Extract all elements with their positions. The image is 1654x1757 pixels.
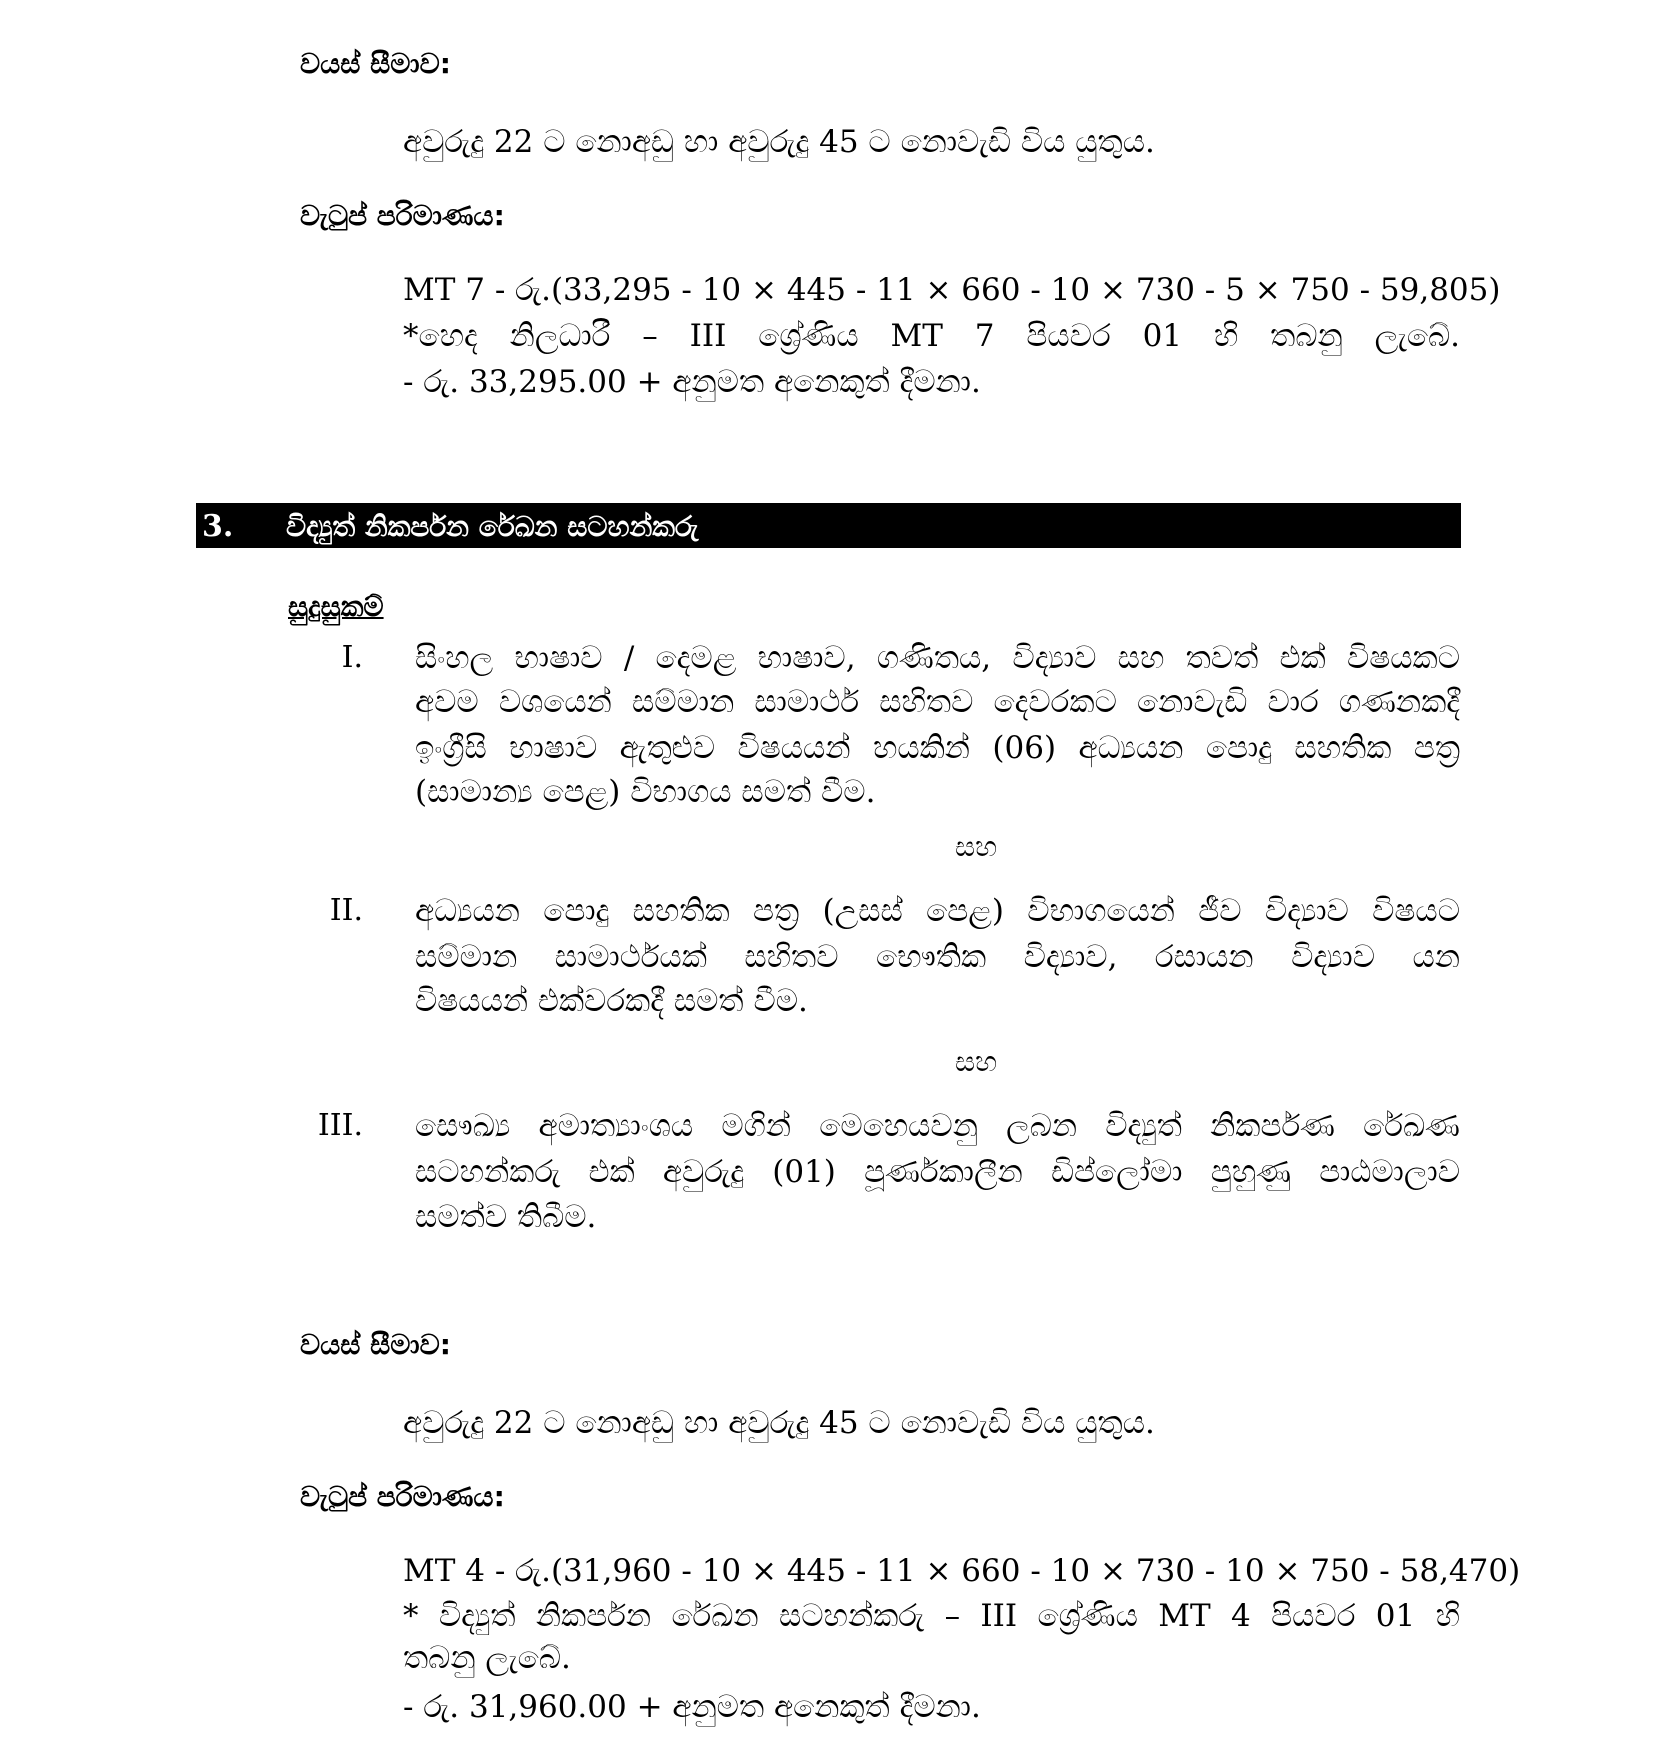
item-numeral-1: I. xyxy=(341,640,363,675)
salary-scale-text: MT 7 - රු.(33,295 - 10 × 445 - 11 × 660 - 10 × 730 - 5 × 750 - 59,805) xyxy=(403,272,1501,308)
item-2-line-1: අධ්‍යයන පොදු සහතික පත්‍ර (උසස් පෙළ) විභාගයෙන් ජීව විද්‍යාව විෂයට xyxy=(415,893,1460,929)
item-1-line-3: ඉංග්‍රීසි භාෂාව ඇතුළුව විෂයයන් හයකින් (06) අධ්‍යයන පොදු සහතික පත්‍ර xyxy=(415,730,1460,766)
salary-scale-heading: වැටුප් පරිමාණය: xyxy=(300,199,505,232)
age-limit-text: අවුරුදු 22 ට නොඅඩු හා අවුරුදු 45 ට නොවැඩි විය යුතුය. xyxy=(403,124,1155,160)
item-numeral-3: III. xyxy=(317,1108,363,1143)
age-limit-text-2: අවුරුදු 22 ට නොඅඩු හා අවුරුදු 45 ට නොවැඩි විය යුතුය. xyxy=(403,1405,1155,1441)
and-connector-1: සහ xyxy=(955,830,998,863)
salary-note: *හෙද නිලධාරී – III ශ්‍රේණිය MT 7 පියවර 01 හි තබනු ලැබේ. xyxy=(403,318,1460,354)
salary-scale-text-2: MT 4 - රු.(31,960 - 10 × 445 - 11 × 660 - 10 × 730 - 10 × 750 - 58,470) xyxy=(403,1553,1521,1589)
salary-amount-2: - රු. 31,960.00 + අනුමත අනෙකුත් දීමනා. xyxy=(403,1689,981,1725)
section-title: විද්‍යුත් නිකර්පන රේඛන සටහන්කරු xyxy=(286,510,699,543)
and-connector-2: සහ xyxy=(955,1045,998,1078)
item-numeral-2: II. xyxy=(329,893,363,928)
section-header-bar xyxy=(196,503,1461,548)
item-1-line-4: (සාමාන්‍ය පෙළ) විභාගය සමත් වීම. xyxy=(415,774,876,810)
age-limit-heading-2: වයස් සීමාව: xyxy=(300,1328,451,1361)
qualifications-heading: සුදුසුකම් xyxy=(288,590,384,623)
item-2-line-3: විෂයයන් එක්වරකදී සමත් වීම. xyxy=(415,983,808,1019)
item-2-line-2: සම්මාන සාමාර්ථයක් සහිතව භෞතික විද්‍යාව, රසායන විද්‍යාව යන xyxy=(415,939,1460,975)
item-3-line-1: සෞඛ්‍ය අමාත්‍යාංශය මගින් මෙහෙයවනු ලබන විද්‍යුත් නිකර්පණ රේඛණ xyxy=(415,1108,1460,1144)
age-limit-heading: වයස් සීමාව: xyxy=(300,47,451,80)
item-1-line-1: සිංහල භාෂාව / දෙමළ භාෂාව, ගණිතය, විද්‍යාව සහ තවත් එක් විෂයකට xyxy=(415,640,1460,676)
salary-note-2-line-1: * විද්‍යුත් නිකර්පන රේඛන සටහන්කරු – III ශ්‍රේණිය MT 4 පියවර 01 හි xyxy=(403,1598,1460,1634)
section-number: 3. xyxy=(202,509,234,544)
item-3-line-2: සටහන්කරු එක් අවුරුදු (01) පූර්ණකාලීන ඩිප්ලෝමා පුහුණු පාඨමාලාව xyxy=(415,1154,1460,1190)
item-3-line-3: සමත්ව තිබීම. xyxy=(415,1199,597,1235)
salary-note-2-line-2: තබනු ලැබේ. xyxy=(403,1640,571,1676)
salary-scale-heading-2: වැටුප් පරිමාණය: xyxy=(300,1480,505,1513)
salary-amount: - රු. 33,295.00 + අනුමත අනෙකුත් දීමනා. xyxy=(403,364,981,400)
item-1-line-2: අවම වශයෙන් සම්මාන සාමාර්ථ සහිතව දෙවරකට නොවැඩි වාර ගණනකදී xyxy=(415,684,1460,720)
